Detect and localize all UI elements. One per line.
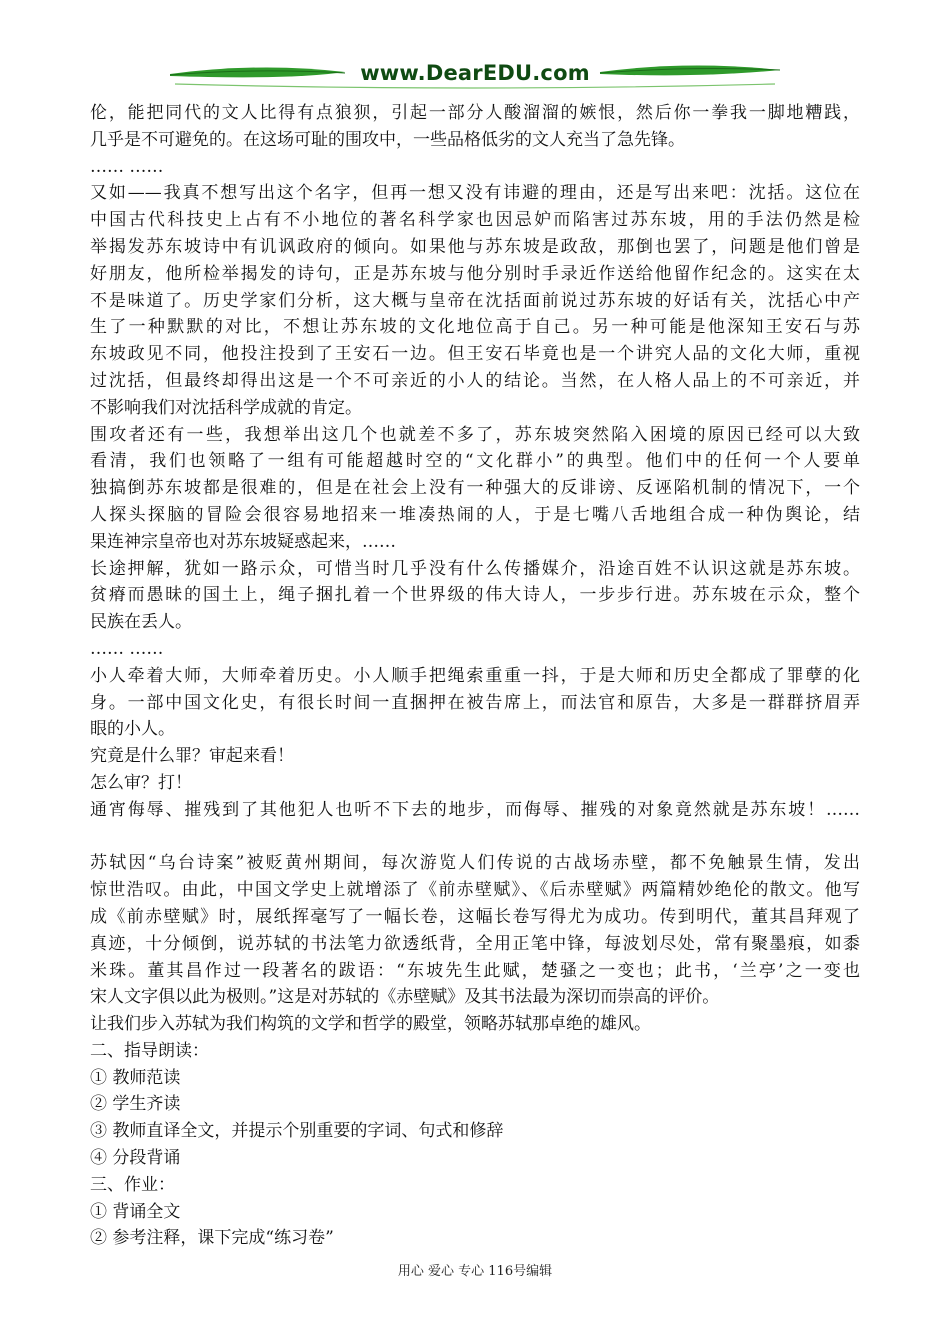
text-line: 怎么审？打！ [90, 772, 192, 793]
text-line: 东坡政见不同，他投注投到了王安石一边。但王安石毕竟也是一个讲究人品的文化大师，重视 [90, 344, 860, 365]
document-body [90, 100, 860, 1252]
text-line: ③ 教师直译全文，并提示个别重要的字词、句式和修辞 [90, 1121, 504, 1142]
text-line: 人探头探脑的冒险会很容易地招来一堆凑热闹的人，于是七嘴八舌地组合成一种伪舆论，结 [90, 504, 860, 525]
site-header-banner [170, 58, 780, 92]
text-line: 独搞倒苏东坡都是很难的，但是在社会上没有一种强大的反诽谤、反诬陷机制的情况下，一个 [90, 478, 860, 499]
text-line: 过沈括，但最终却得出这是一个不可亲近的小人的结论。当然，在人格人品上的不可亲近，并 [90, 370, 860, 391]
text-line: 贫瘠而愚昧的国土上，绳子捆扎着一个世界级的伟大诗人，一步步行进。苏东坡在示众，整个 [90, 585, 860, 606]
text-line: 又如——我真不想写出这个名字，但再一想又没有讳避的理由，还是写出来吧：沈括。这位在 [90, 183, 860, 204]
text-line: ④ 分段背诵 [90, 1148, 181, 1169]
text-line: 成《前赤壁赋》时，展纸挥毫写了一幅长卷，这幅长卷写得尤为成功。传到明代，董其昌拜观了 [90, 906, 860, 927]
text-line: 几乎是不可避免的。在这场可耻的围攻中，一些品格低劣的文人充当了急先锋。 [90, 129, 685, 150]
page-footer: 用心 爱心 专心 116号编辑 [397, 1264, 553, 1279]
text-line: 小人牵着大师，大师牵着历史。小人顺手把绳索重重一抖，于是大师和历史全都成了罪孽的化 [90, 665, 860, 686]
text-line: 举揭发苏东坡诗中有讥讽政府的倾向。如果他与苏东坡是政敌，那倒也罢了，问题是他们曾是 [90, 236, 860, 257]
text-line: 宋人文字俱以此为极则。”这是对苏轼的《赤壁赋》及其书法最为深切而崇高的评价。 [90, 987, 720, 1008]
text-line: …… …… [90, 156, 164, 177]
text-line: 三、作业： [90, 1174, 175, 1195]
text-line: 不影响我们对沈括科学成就的肯定。 [90, 397, 362, 418]
text-line: 究竟是什么罪？审起来看！ [90, 746, 294, 767]
text-line: 民族在丢人。 [90, 612, 192, 633]
text-line: ① 背诵全文 [90, 1201, 181, 1222]
text-line: 眼的小人。 [90, 719, 175, 740]
text-line: 让我们步入苏轼为我们构筑的文学和哲学的殿堂，领略苏轼那卓绝的雄风。 [90, 1014, 651, 1035]
text-line: 身。一部中国文化史，有很长时间一直捆押在被告席上，而法官和原告，大多是一群群挤眉弄 [90, 692, 860, 713]
text-line: 果连神宗皇帝也对苏东坡疑惑起来，…… [90, 531, 396, 552]
text-line: 米珠。董其昌作过一段著名的跋语：“东坡先生此赋，楚骚之一变也；此书，‘兰亭’之一变也 [90, 960, 860, 981]
text-line: 围攻者还有一些，我想举出这几个也就差不多了，苏东坡突然陷入困境的原因已经可以大致 [90, 424, 860, 445]
site-logo-text: www.DearEDU.com [360, 61, 590, 85]
text-line: 好朋友，他所检举揭发的诗句，正是苏东坡与他分别时手录近作送给他留作纪念的。这实在太 [90, 263, 860, 284]
text-line: 通宵侮辱、摧残到了其他犯人也听不下去的地步，而侮辱、摧残的对象竟然就是苏东坡！…… [90, 799, 860, 820]
text-line: 长途押解，犹如一路示众，可惜当时几乎没有什么传播媒介，沿途百姓不认识这就是苏东坡。 [90, 558, 860, 579]
text-line: ② 学生齐读 [90, 1094, 181, 1115]
text-line: 生了一种默默的对比，不想让苏东坡的文化地位高于自己。另一种可能是他深知王安石与苏 [90, 317, 860, 338]
text-line: 不是味道了。历史学家们分析，这大概与皇帝在沈括面前说过苏东坡的好话有关，沈括心中产 [90, 290, 860, 311]
text-line: 苏轼因“乌台诗案”被贬黄州期间，每次游览人们传说的古战场赤壁，都不免触景生情，发出 [90, 853, 860, 874]
text-line: 看清，我们也领略了一组有可能超越时空的“文化群小”的典型。他们中的任何一个人要单 [90, 451, 860, 472]
text-line: 中国古代科技史上占有不小地位的著名科学家也因忌妒而陷害过苏东坡，用的手法仍然是检 [90, 210, 860, 231]
text-line: ② 参考注释，课下完成“练习卷” [90, 1228, 334, 1249]
text-line: 惊世浩叹。由此，中国文学史上就增添了《前赤壁赋》、《后赤壁赋》两篇精妙绝伦的散文。他写 [90, 880, 860, 901]
text-line: …… …… [90, 638, 164, 659]
text-line: 伦，能把同代的文人比得有点狼狈，引起一部分人酸溜溜的嫉恨，然后你一拳我一脚地糟践， [90, 103, 860, 123]
blank-line [90, 824, 860, 851]
text-line: 二、指导朗读： [90, 1040, 209, 1061]
text-line: 真迹，十分倾倒，说苏轼的书法笔力欲透纸背，全用正笔中锋，每波划尽处，常有聚墨痕，如黍 [90, 933, 860, 954]
text-line: ① 教师范读 [90, 1067, 181, 1088]
